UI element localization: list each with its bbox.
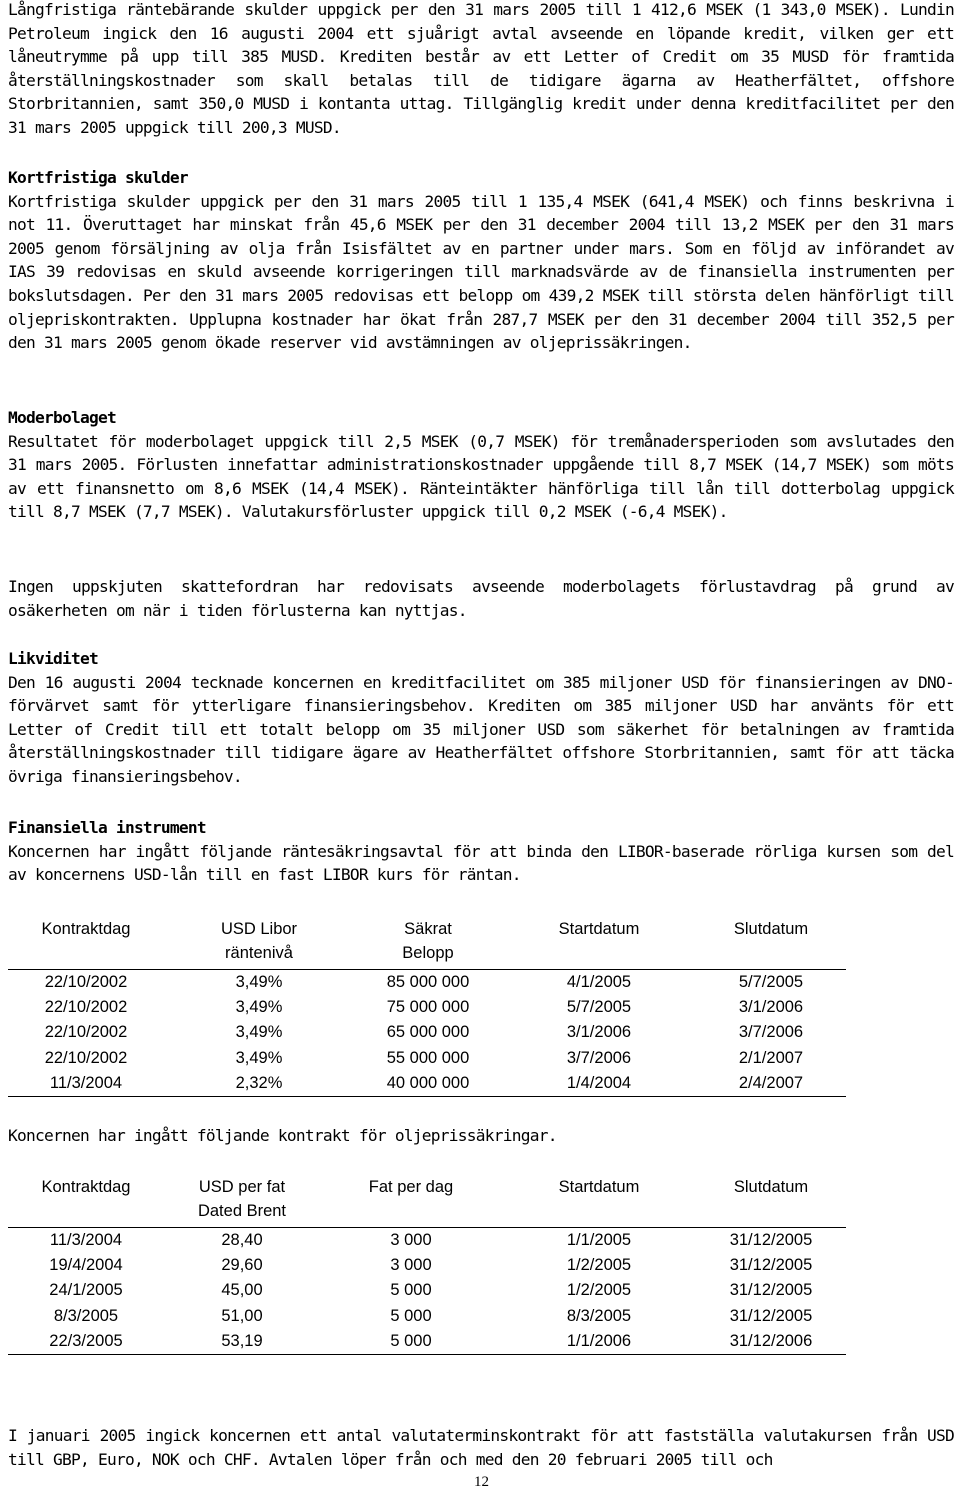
kortfristiga-heading: Kortfristiga skulder (8, 168, 188, 187)
table-row: 22/10/2002 3,49% 55 000 000 3/7/2006 2/1/2007 (44, 1048, 804, 1067)
interest-rate-hedge-table (8, 917, 846, 1097)
likviditet-heading: Likviditet (8, 649, 98, 668)
moderbolaget-section (8, 406, 954, 524)
column-header: Kontraktdag (8, 917, 164, 970)
table-row: 8/3/2005 51,00 5 000 8/3/2005 31/12/2005 (53, 1306, 813, 1325)
moderbolaget-heading: Moderbolaget (8, 408, 116, 427)
table-row: 22/10/2002 3,49% 85 000 000 4/1/2005 5/7/2005 (44, 973, 804, 992)
column-header: Fat per dag (320, 1175, 502, 1228)
moderbolaget-text: Resultatet för moderbolaget uppgick till 2,5 MSEK (0,7 MSEK) för tremånadersperioden som avslutades den 31 mars 2005. Förlusten innefattar administrationskostnader uppgående till 8,7 MSEK (14,7 MSEK) som möts av ett finansnetto om 8,6 MSEK (14,4 MSEK). Ränteintäkter hänförliga till lån till dotterbolag uppgick till 8,7 MSEK (7,7 MSEK). Valutakursförluster uppgick till 0,2 MSEK (-6,4 MSEK). (8, 431, 954, 522)
table-row: 22/3/2005 53,19 5 000 1/1/2006 31/12/2006 (8, 1329, 846, 1355)
page-number: 12 (474, 1474, 489, 1490)
finansiella-heading: Finansiella instrument (8, 818, 206, 837)
closing-paragraph: I januari 2005 ingick koncernen ett antal valutaterminskontrakt för att fastställa valutakursen från USD till GBP, Euro, NOK och CHF. Avtalen löper från och med den 20 februari 2005 till och (8, 1426, 954, 1469)
table-row: 24/1/2005 45,00 5 000 1/2/2005 31/12/2005 (49, 1281, 813, 1300)
finansiella-text: Koncernen har ingått följande räntesäkringsavtal för att binda den LIBOR-baserade rörliga kursen som del av koncernens USD-lån till en fast LIBOR kurs för räntan. (8, 841, 954, 885)
likviditet-text: Den 16 augusti 2004 tecknade koncernen en kreditfacilitet om 385 miljoner USD för finansieringen av DNO-förvärvet samt för ytterligare finansieringsbehov. Krediten om 385 miljoner USD har använts för ett Letter of Credit till ett totalt belopp om 35 miljoner USD som säkerhet för betalningen av framtida återställningskostnader till tidigare ägare av Heatherfältet offshore Storbritannien, samt för att täcka övriga finansieringsbehov. (8, 672, 954, 786)
column-header: Startdatum (502, 917, 696, 970)
table-row: 22/10/2002 3,49% 75 000 000 5/7/2005 3/1/2006 (44, 998, 804, 1017)
column-header: Kontraktdag (8, 1175, 164, 1228)
table-row: 22/10/2002 3,49% 65 000 000 3/1/2006 3/7/2006 (44, 1023, 804, 1042)
finansiella-section (8, 816, 954, 887)
table-header-row (8, 1175, 846, 1228)
column-header: USD per fat Dated Brent (164, 1175, 320, 1228)
oil-hedge-intro: Koncernen har ingått följande kontrakt för oljeprissäkringar. (8, 1126, 557, 1145)
column-header: Slutdatum (696, 917, 846, 970)
column-header: Startdatum (502, 1175, 696, 1228)
column-header: Slutdatum (696, 1175, 846, 1228)
intro-paragraph: Långfristiga räntebärande skulder uppgick per den 31 mars 2005 till 1 412,6 MSEK (1 343,0 MSEK). Lundin Petroleum ingick den 16 augusti 2004 ett sjuårigt avtal avseende en löpande kredit, vilken ger ett låneutrymme på upp till 385 MUSD. Krediten består av ett Letter of Credit om 35 MUSD för framtida återställningskostnader som skall betalas till de tidigare ägarna av Heatherfältet, offshore Storbritannien, samt 350,0 MUSD i kontanta uttag. Tillgänglig kredit under denna kreditfacilitet per den 31 mars 2005 uppgick till 200,3 MUSD. (8, 0, 954, 137)
table-row: 11/3/2004 28,40 3 000 1/1/2005 31/12/2005 (49, 1231, 813, 1250)
table-row: 19/4/2004 29,60 3 000 1/2/2005 31/12/2005 (49, 1256, 813, 1275)
table-header-row (8, 917, 846, 970)
table-row: 11/3/2004 2,32% 40 000 000 1/4/2004 2/4/2007 (8, 1071, 846, 1097)
kortfristiga-text: Kortfristiga skulder uppgick per den 31 mars 2005 till 1 135,4 MSEK (641,4 MSEK) och finns beskrivna i not 11. Överuttaget har minskat från 45,6 MSEK per den 31 december 2004 till 13,2 MSEK per den 31 mars 2005 genom försäljning av olja från Isisfältet av en partner under mars. Som en följd av införandet av IAS 39 redovisas en skuld avseende korrigeringen till marknadsvärde av de finansiella instrumenten per bokslutsdagen. Per den 31 mars 2005 redovisas ett belopp om 439,2 MSEK till största delen hänförligt till oljepriskontrakten. Upplupna kostnader har ökat från 287,7 MSEK per den 31 december 2004 till 352,5 per den 31 mars 2005 genom ökade reserver vid avstämningen av oljeprissäkringen. (8, 191, 954, 353)
column-header: USD Libor räntenivå (164, 917, 354, 970)
kortfristiga-section (8, 166, 954, 355)
moderbolaget-text-2: Ingen uppskjuten skattefordran har redovisats avseende moderbolagets förlustavdrag på grund av osäkerheten om när i tiden förlusterna kan nyttjas. (8, 577, 954, 620)
likviditet-section (8, 647, 954, 789)
oil-price-hedge-table (8, 1175, 846, 1355)
column-header: Säkrat Belopp (354, 917, 502, 970)
